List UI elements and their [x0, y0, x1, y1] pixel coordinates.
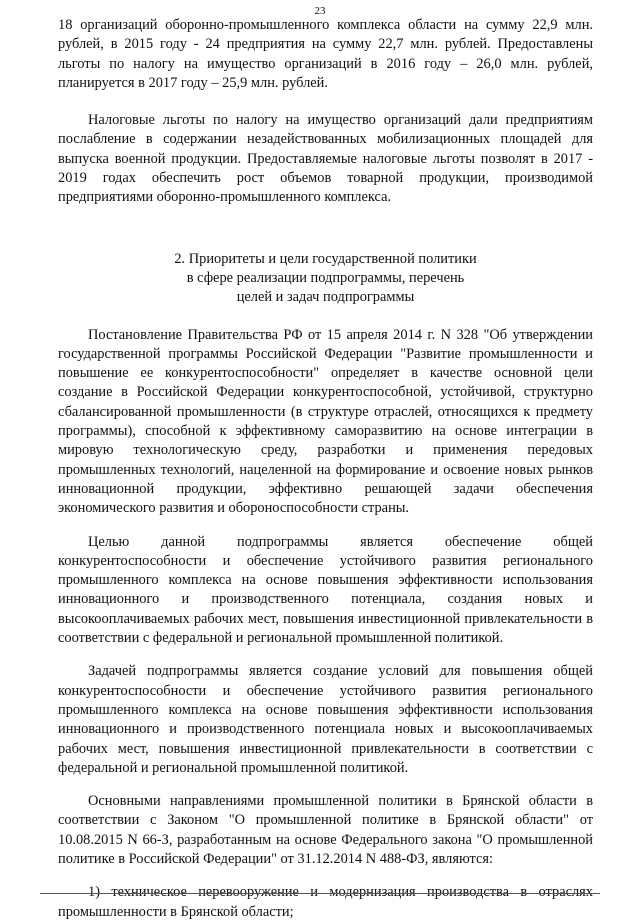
footer-divider [40, 893, 600, 894]
section-heading [58, 250, 593, 308]
paragraph-tax-relief-effect: Налоговые льготы по налогу на имущество организаций дали предприятиям послабление в содержании незадействованных мобилизационных площадей для выпуска военной продукции. Предоставляемые налоговые льготы позволят в 2017 - 2019 годах обеспечить рост объемов товарной продукции, производимой предприятиями оборонно-промышленного комплекса. [58, 112, 593, 206]
paragraph-government-decree: Постановление Правительства РФ от 15 апреля 2014 г. N 328 "Об утверждении государственной программы Российской Федерации "Развитие промышленности и повышение ее конкурентоспособности" определяет в качестве основной цели создание в Российской Федерации конкурентоспособной, устойчивой, структурно сбалансированной промышленности (в структуре отраслей, относящихся к предмету программы), способной к эффективному саморазвитию на основе интеграции в мировую технологическую среду, разработки и применения передовых промышленных технологий, нацеленной на формирование и освоение новых рынков инновационной продукции, эффективно решающей задачи обеспечения экономического развития и обороноспособности страны. [58, 326, 593, 517]
document-body [58, 16, 593, 922]
section-heading-line-3: целей и задач подпрограммы [236, 289, 415, 306]
paragraph-tax-relief-figures: 18 организаций оборонно-промышленного комплекса области на сумму 22,9 млн. рублей, в 2015 году - 24 предприятия на сумму 22,7 млн. рублей. Предоставлены льготы по налогу на имущество организаций в 2016 году – 26,0 млн. рублей, планируется в 2017 году – 25,9 млн. рублей. [58, 17, 593, 91]
section-heading-line-2: в сфере реализации подпрограммы, перечень [186, 269, 465, 286]
list-item-1: 1) техническое перевооружение и модернизация производства в отраслях промышленности в Брянской области; [58, 884, 593, 920]
page-number: 23 [314, 5, 326, 17]
paragraph-subprogram-goal: Целью данной подпрограммы является обеспечение общей конкурентоспособности и обеспечение устойчивого развития регионального промышленного комплекса на основе повышения эффективности использования инновационного и производственного потенциала, создания новых и высокооплачиваемых рабочих мест, повышения инвестиционной привлекательности в соответствии с федеральной и региональной промышленной политикой. [58, 533, 593, 647]
section-heading-line-1: 2. Приоритеты и цели государственной политики [174, 250, 477, 267]
paragraph-subprogram-task: Задачей подпрограммы является создание условий для повышения общей конкурентоспособности и обеспечение устойчивого развития регионального промышленного комплекса на основе повышения эффективности использования инновационного и производственного потенциала новых и высокооплачиваемых рабочих мест, повышения инвестиционной привлекательности в соответствии с федеральной и региональной промышленной политикой. [58, 663, 593, 776]
paragraph-policy-directions: Основными направлениями промышленной политики в Брянской области в соответствии с Законом "О промышленной политике в Брянской области" от 10.08.2015 N 66-З, разработанным на основе Федерального закона "О промышленной политике в Российской Федерации" от 31.12.2014 N 488-ФЗ, являются: [58, 793, 593, 867]
